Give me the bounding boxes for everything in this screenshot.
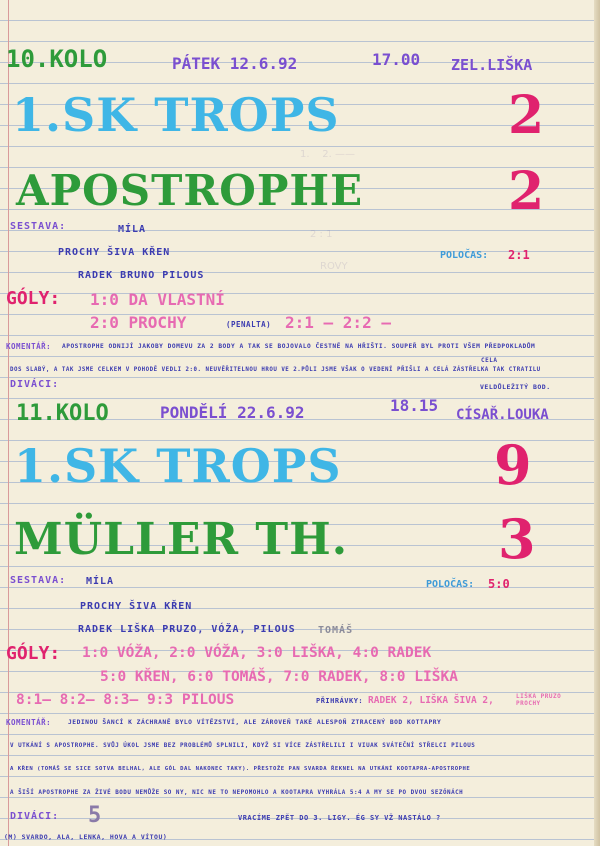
goals-line: 8:1— 8:2— 8:3— 9:3 PILOUS [16, 692, 235, 708]
comment-line: VELDŮLEŽITÝ BOD. [480, 383, 551, 391]
lineup-line: MÍLA [86, 576, 115, 587]
match-venue: ZEL.LIŠKA [451, 56, 533, 74]
assists-label: PŘIHRÁVKY: [316, 697, 364, 705]
goals-line: 1:0 DA VLASTNÍ [90, 290, 225, 309]
show-through-text: ROVY [320, 261, 348, 272]
lineup-line: PROCHY ŠIVA KŘEN [58, 247, 171, 258]
assists-text: RADEK 2, LIŠKA ŠIVA 2, [368, 695, 494, 706]
assists-extra: LIŠKA PRUZO PROCHY [516, 693, 562, 708]
team-home-score: 9 [494, 433, 533, 497]
halftime-score: 5:0 [488, 577, 510, 591]
team-away-score: 2 [508, 161, 546, 222]
goals-label: GÓLY: [6, 288, 61, 309]
goals-penalty-note: (PENALTA) [226, 320, 272, 329]
lineup-line: PROCHY ŠIVA KŘEN [80, 601, 193, 612]
comment-line: JEDINOU ŠANCÍ K ZÁCHRANĚ BYLO VÍTĚZSTVÍ, ALE ZÁROVEŇ TAKÉ ALESPOŇ ZTRACENÝ BOD KOTTAPRY [68, 719, 442, 726]
comment-line: V UTKÁNÍ S APOSTROPHE. SVŮJ ÚKOL JSME BEZ PROBLÉMŮ SPLNILI, KDYŽ SI VÍCE ZÁSTŘELILI I VIUAK SVÁTEČNÍ STŘELCI PILOUS [10, 743, 476, 749]
halftime-label: POLOČAS: [440, 250, 489, 261]
goals-line: 5:0 KŘEN, 6:0 TOMÁŠ, 7:0 RADEK, 8:0 LIŠKA [100, 669, 458, 685]
show-through-text: 2 : 1 [310, 229, 333, 240]
show-through-text: 1. 2. —— [300, 149, 355, 160]
spectators-value: 5 [88, 803, 102, 828]
goals-line: 2:1 — 2:2 — [285, 313, 391, 332]
comment-line: VRACÍME ZPĚT DO 3. LIGY. ÉG SY VŽ NASTÁLO ? [238, 814, 441, 822]
lineup-label: SESTAVA: [10, 221, 67, 232]
match-time: 18.15 [390, 396, 439, 415]
match-date: PÁTEK 12.6.92 [172, 54, 298, 73]
spectators-label: DIVÁCI: [10, 811, 60, 822]
team-home-name: 1.SK TROPS [12, 88, 340, 142]
comment-line: DOS SLABÝ, A TAK JSME CELKEM V POHODĚ VEDLI 2:0. NEUVĚŘITELNOU HROU VE 2.PŮLI JSME VŠAK O VEDENÍ PŘIŠLI A CELÁ ZÁSTŘELKA TAK CTRATILU [10, 367, 541, 373]
halftime-label: POLOČAS: [426, 579, 475, 590]
lineup-extra: TOMÁŠ [318, 625, 354, 636]
comment-line: APOSTROPHE ODNIJÍ JAKOBY DOMEVU ZA 2 BODY A TAK SE BOJOVALO ČESTNĚ NA HŘIŠTI. SOUPEŘ BYL PROTI VŠEM PŘEDPOKLADŮM [62, 343, 536, 350]
team-home-score: 2 [508, 85, 546, 146]
goals-label: GÓLY: [6, 643, 61, 664]
lineup-line: RADEK LIŠKA PRUZO, VÓŽA, PILOUS [78, 624, 296, 635]
lineup-line: RADEK BRUNO PILOUS [78, 270, 205, 281]
page-edge [594, 0, 600, 846]
team-away-score: 3 [498, 507, 537, 571]
comment-line: A KŘEN (TOMÁŠ SE SICE SOTVA BELHAL, ALE GÓL DAL NAKONEC TAKY). PŘESTOŽE PAN SVARDA ŘEKNEL NA UTKÁNÍ KOOTAPRA-APOSTROPHE [10, 766, 471, 772]
round-label: 10.KOLO [6, 45, 108, 73]
team-away-name: APOSTROPHE [16, 166, 364, 215]
spectators-label: DIVÁCI: [10, 379, 60, 390]
lineup-line: MÍLA [118, 224, 147, 235]
match-time: 17.00 [372, 50, 421, 69]
team-away-name: MÜLLER TH. [14, 514, 349, 565]
round-label: 11.KOLO [16, 401, 109, 426]
lineup-label: SESTAVA: [10, 575, 67, 586]
match-date: PONDĚLÍ 22.6.92 [160, 403, 305, 422]
goals-line: 1:0 VÓŽA, 2:0 VÓŽA, 3:0 LIŠKA, 4:0 RADEK [82, 645, 432, 661]
comment-label: KOMENTÁŘ: [6, 342, 52, 351]
footnote: (M) SVARDO, ALA, LENKA, HOVA A VÍTOU) [4, 833, 168, 841]
comment-line: A ŠIŠÍ APOSTROPHE ZA ŽIVÉ BODU NEMŮŽE SO NY, NIC NE TO NEPOMOHLO A KOOTAPRA VYHRÁLA 5:4 A MY SE PO DVOU SEZÓNÁCH [10, 790, 464, 796]
match-venue: CÍSAŘ.LOUKA [456, 407, 549, 423]
goals-line: 2:0 PROCHY [90, 313, 187, 332]
team-home-name: 1.SK TROPS [14, 439, 342, 493]
halftime-score: 2:1 [508, 248, 530, 262]
comment-insert: CELA [481, 357, 498, 364]
comment-label: KOMENTÁŘ: [6, 718, 52, 727]
